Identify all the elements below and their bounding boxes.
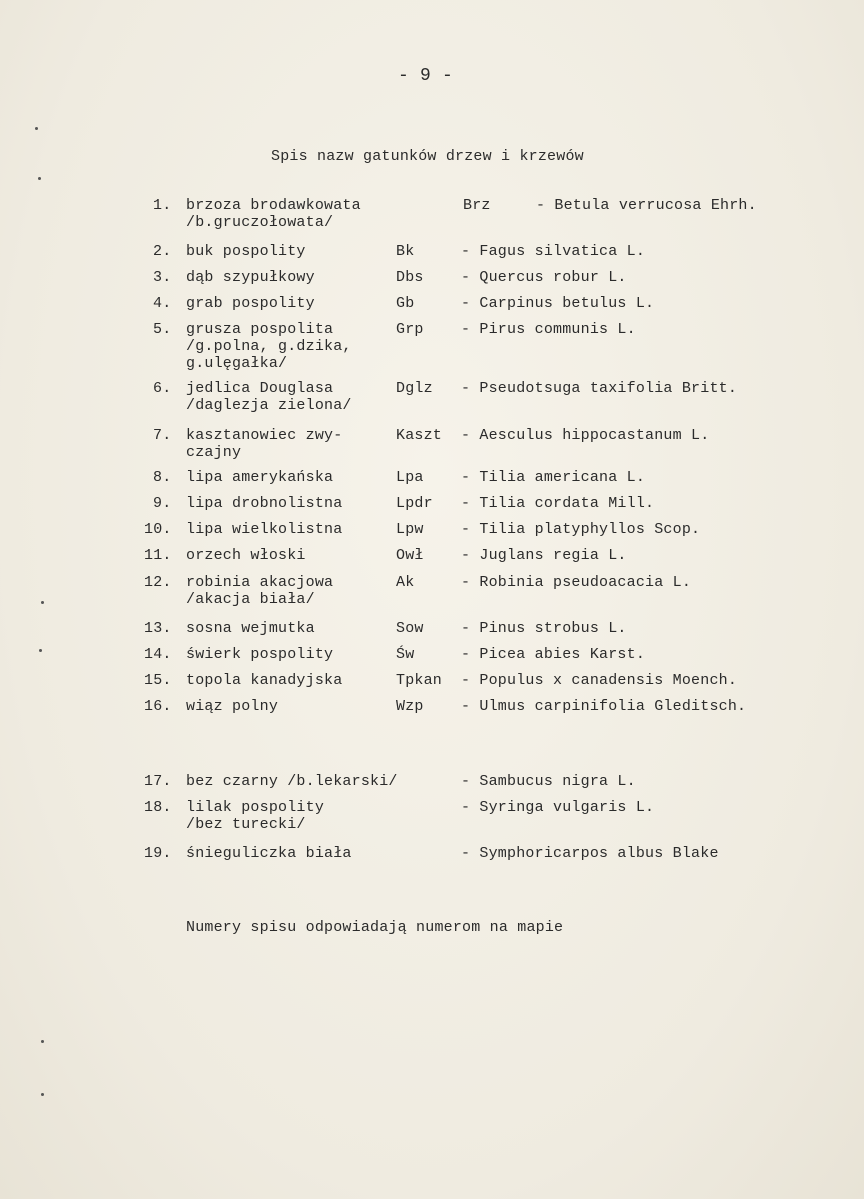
list-item-latin-name: - Quercus robur L. [461,269,627,286]
list-item-abbreviation: Sow [396,620,424,637]
list-item-latin-name: - Tilia americana L. [461,469,646,486]
punch-mark [38,177,41,180]
list-item-latin-name: - Pinus strobus L. [461,620,627,637]
list-item-latin-name: - Tilia platyphyllos Scop. [461,521,701,538]
list-item-name: jedlica Douglasa [186,380,334,397]
list-item-abbreviation: Wzp [396,698,424,715]
list-item-abbreviation: Lpdr [396,495,433,512]
list-item-latin-name: - Syringa vulgaris L. [461,799,655,816]
list-item-latin-name: - Betula verrucosa Ehrh. [536,197,757,214]
list-item-number: 5. [153,321,172,338]
list-item-abbreviation: Lpw [396,521,424,538]
list-item-name: robinia akacjowa [186,574,334,591]
list-item-number: 7. [153,427,172,444]
list-item-name: śnieguliczka biała [186,845,352,862]
list-item-abbreviation: Lpa [396,469,424,486]
list-item-number: 8. [153,469,172,486]
list-item-name: lipa wielkolistna [186,521,343,538]
list-item-number: 14. [144,646,172,663]
list-item-abbreviation: Grp [396,321,424,338]
list-item-latin-name: - Sambucus nigra L. [461,773,636,790]
list-item-abbreviation: Brz [463,197,491,214]
list-item-latin-name: - Symphoricarpos albus Blake [461,845,719,862]
list-item-name: kasztanowiec zwy- [186,427,343,444]
list-item-name: orzech włoski [186,547,306,564]
list-item-number: 1. [153,197,172,214]
list-item-name: /bez turecki/ [186,816,306,833]
list-item-name: brzoza brodawkowata [186,197,361,214]
list-item-latin-name: - Pseudotsuga taxifolia Britt. [461,380,738,397]
list-item-latin-name: - Populus x canadensis Moench. [461,672,738,689]
list-item-abbreviation: Św [396,646,415,663]
list-item-name: g.ulęgałka/ [186,355,288,372]
list-item-name: /akacja biała/ [186,591,315,608]
page-title: Spis nazw gatunków drzew i krzewów [271,148,584,165]
list-item-number: 9. [153,495,172,512]
list-item-name: /g.polna, g.dzika, [186,338,352,355]
footer-note: Numery spisu odpowiadają numerom na mapie [186,919,564,936]
list-item-name: czajny [186,444,242,461]
punch-mark [39,649,42,652]
list-item-name: lipa drobnolistna [186,495,343,512]
list-item-name: grusza pospolita [186,321,334,338]
list-item-number: 17. [144,773,172,790]
list-item-number: 19. [144,845,172,862]
punch-mark [41,1040,44,1043]
list-item-number: 15. [144,672,172,689]
list-item-abbreviation: Ak [396,574,415,591]
list-item-latin-name: - Picea abies Karst. [461,646,646,663]
list-item-name: sosna wejmutka [186,620,315,637]
list-item-latin-name: - Carpinus betulus L. [461,295,655,312]
list-item-number: 6. [153,380,172,397]
list-item-number: 3. [153,269,172,286]
list-item-number: 16. [144,698,172,715]
list-item-name: wiąz polny [186,698,279,715]
list-item-number: 11. [144,547,172,564]
list-item-number: 12. [144,574,172,591]
list-item-abbreviation: Gb [396,295,415,312]
list-item-abbreviation: Owł [396,547,424,564]
list-item-latin-name: - Robinia pseudoacacia L. [461,574,692,591]
list-item-name: /daglezja zielona/ [186,397,352,414]
list-item-number: 2. [153,243,172,260]
list-item-number: 18. [144,799,172,816]
punch-mark [41,1093,44,1096]
page-number: - 9 - [398,66,454,86]
list-item-name: lipa amerykańska [186,469,334,486]
list-item-name: topola kanadyjska [186,672,343,689]
list-item-latin-name: - Ulmus carpinifolia Gleditsch. [461,698,747,715]
list-item-latin-name: - Juglans regia L. [461,547,627,564]
list-item-name: bez czarny /b.lekarski/ [186,773,398,790]
list-item-abbreviation: Dglz [396,380,433,397]
list-item-name: świerk pospolity [186,646,334,663]
list-item-latin-name: - Fagus silvatica L. [461,243,646,260]
list-item-name: /b.gruczołowata/ [186,214,334,231]
list-item-number: 4. [153,295,172,312]
list-item-name: buk pospolity [186,243,306,260]
list-item-name: lilak pospolity [186,799,325,816]
list-item-latin-name: - Tilia cordata Mill. [461,495,655,512]
list-item-name: dąb szypułkowy [186,269,315,286]
punch-mark [41,601,44,604]
list-item-name: grab pospolity [186,295,315,312]
list-item-abbreviation: Dbs [396,269,424,286]
list-item-number: 13. [144,620,172,637]
list-item-abbreviation: Bk [396,243,415,260]
punch-mark [35,127,38,130]
list-item-latin-name: - Pirus communis L. [461,321,636,338]
list-item-latin-name: - Aesculus hippocastanum L. [461,427,710,444]
list-item-abbreviation: Tpkan [396,672,443,689]
list-item-number: 10. [144,521,172,538]
list-item-abbreviation: Kaszt [396,427,443,444]
